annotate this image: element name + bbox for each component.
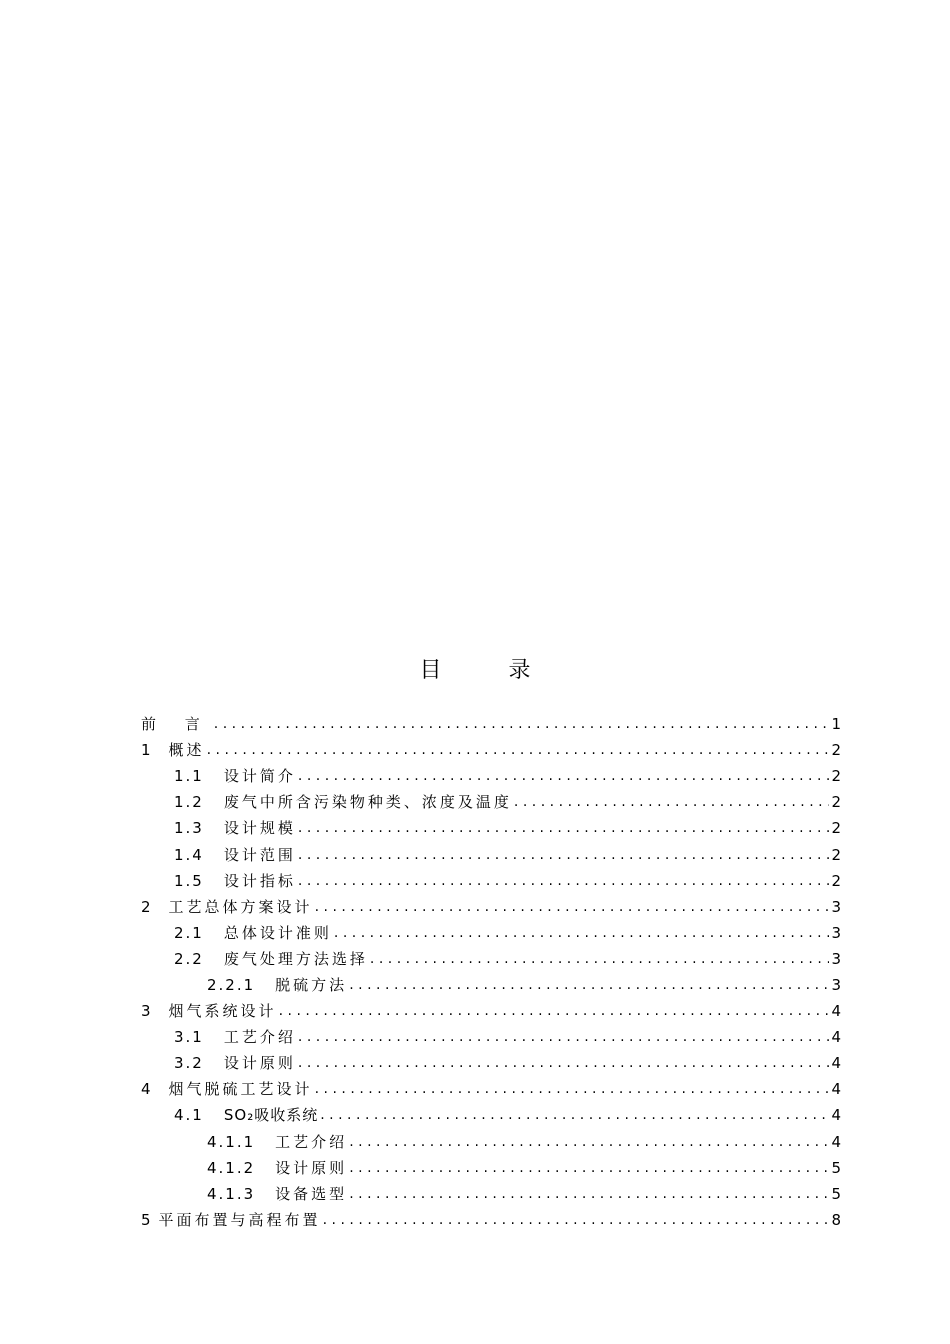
toc-entry-preface[interactable] — [141, 711, 841, 737]
toc-page-number: 2 — [831, 767, 841, 786]
toc-section-number: 1 — [141, 741, 153, 760]
toc-page-number: 2 — [831, 845, 841, 864]
toc-section-number: 2 — [141, 897, 153, 916]
toc-entry-3-2[interactable] — [141, 1050, 841, 1076]
toc-entry-1-4[interactable] — [141, 841, 841, 867]
toc-entry-text: 设计指标 — [223, 871, 296, 890]
toc-section-number: 3.1 — [174, 1028, 204, 1047]
toc-page-number: 3 — [831, 975, 841, 994]
toc-entry-text: 设计原则 — [275, 1158, 348, 1177]
toc-page-number: 4 — [831, 1054, 841, 1073]
toc-entry-1-1[interactable] — [141, 763, 841, 789]
toc-section-number: 4.1 — [174, 1106, 204, 1125]
toc-entry-text: 平面布置与高程布置 — [158, 1210, 321, 1229]
toc-entry-text: 脱硫方法 — [275, 975, 348, 994]
toc-dot-leader — [298, 842, 829, 868]
toc-entry-text: 设计规模 — [223, 819, 296, 838]
toc-entry-2[interactable] — [141, 894, 841, 920]
toc-entry-1-5[interactable] — [141, 868, 841, 894]
toc-section-number: 1.1 — [174, 767, 204, 786]
toc-dot-leader — [349, 1181, 829, 1207]
toc-page-number: 3 — [831, 897, 841, 916]
toc-dot-leader — [315, 1076, 829, 1102]
toc-section-number: 3.2 — [174, 1054, 204, 1073]
toc-page-number: 5 — [831, 1158, 841, 1177]
toc-dot-leader — [320, 1102, 829, 1128]
toc-entry-text: SO₂吸收系统 — [223, 1106, 319, 1125]
toc-entry-2-2-1[interactable] — [141, 972, 841, 998]
toc-entry-4-1-1[interactable] — [141, 1129, 841, 1155]
toc-section-number: 5 — [141, 1210, 153, 1229]
toc-entry-4-1-3[interactable] — [141, 1181, 841, 1207]
toc-section-number: 2.2.1 — [207, 975, 256, 994]
toc-section-number: 1.3 — [174, 819, 204, 838]
toc-entry-3-1[interactable] — [141, 1024, 841, 1050]
toc-dot-leader — [207, 737, 829, 763]
toc-page-number: 3 — [831, 923, 841, 942]
toc-page-number: 5 — [831, 1184, 841, 1203]
toc-entry-text: 废气处理方法选择 — [223, 949, 368, 968]
toc-dot-leader — [370, 946, 829, 972]
toc-section-number: 1.2 — [174, 793, 204, 812]
toc-dot-leader — [514, 789, 829, 815]
toc-dot-leader — [334, 920, 829, 946]
toc-section-number: 1.5 — [174, 871, 204, 890]
toc-dot-leader — [349, 1155, 829, 1181]
toc-page-number: 2 — [831, 871, 841, 890]
toc-entry-text: 废气中所含污染物种类、浓度及温度 — [223, 793, 512, 812]
toc-entry-5[interactable] — [141, 1207, 841, 1233]
toc-page-number: 3 — [831, 949, 841, 968]
toc-entry-text: 设计简介 — [223, 767, 296, 786]
toc-entry-4-1[interactable] — [141, 1102, 841, 1128]
toc-dot-leader — [214, 711, 829, 737]
toc-entry-1-2[interactable] — [141, 789, 841, 815]
toc-entry-4-1-2[interactable] — [141, 1155, 841, 1181]
toc-section-number: 4.1.3 — [207, 1184, 256, 1203]
toc-entry-text: 概述 — [168, 741, 205, 760]
toc-page-number: 2 — [831, 819, 841, 838]
toc-page-number: 4 — [831, 1106, 841, 1125]
toc-dot-leader — [349, 1129, 829, 1155]
toc-entry-text: 烟气脱硫工艺设计 — [168, 1080, 313, 1099]
toc-entry-text: 总体设计准则 — [223, 923, 332, 942]
toc-dot-leader — [298, 763, 829, 789]
toc-title: 目 录 — [419, 658, 561, 683]
toc-section-number: 3 — [141, 1002, 153, 1021]
toc-entry-1[interactable] — [141, 737, 841, 763]
toc-dot-leader — [315, 894, 829, 920]
toc-section-number: 4 — [141, 1080, 153, 1099]
toc-entry-4[interactable] — [141, 1076, 841, 1102]
toc-section-number: 1.4 — [174, 845, 204, 864]
toc-page-number: 4 — [831, 1002, 841, 1021]
toc-entry-text: 工艺总体方案设计 — [168, 897, 313, 916]
toc-dot-leader — [323, 1207, 829, 1233]
toc-page-number: 2 — [831, 741, 841, 760]
toc-entry-3[interactable] — [141, 998, 841, 1024]
toc-page-number: 2 — [831, 793, 841, 812]
toc-entry-text: 烟气系统设计 — [168, 1002, 277, 1021]
toc-entry-2-2[interactable] — [141, 946, 841, 972]
toc-entry-text: 设备选型 — [275, 1184, 348, 1203]
toc-page-number: 4 — [831, 1028, 841, 1047]
toc-entry-text: 前 言 — [141, 715, 212, 734]
toc-page-number: 4 — [831, 1080, 841, 1099]
toc-section-number: 2.1 — [174, 923, 204, 942]
toc-section-number: 4.1.2 — [207, 1158, 256, 1177]
toc-page-number: 4 — [831, 1132, 841, 1151]
toc-entry-text: 设计范围 — [223, 845, 296, 864]
toc-page-number: 1 — [831, 715, 841, 734]
toc-dot-leader — [279, 998, 829, 1024]
toc-entry-text: 设计原则 — [223, 1054, 296, 1073]
toc-section-number: 2.2 — [174, 949, 204, 968]
toc-entry-2-1[interactable] — [141, 920, 841, 946]
toc-page-number: 8 — [831, 1210, 841, 1229]
toc-dot-leader — [298, 815, 829, 841]
table-of-contents — [141, 711, 841, 1233]
toc-dot-leader — [298, 868, 829, 894]
toc-section-number: 4.1.1 — [207, 1132, 256, 1151]
toc-entry-text: 工艺介绍 — [223, 1028, 296, 1047]
toc-entry-1-3[interactable] — [141, 815, 841, 841]
toc-dot-leader — [349, 972, 829, 998]
toc-entry-text: 工艺介绍 — [275, 1132, 348, 1151]
toc-dot-leader — [298, 1024, 829, 1050]
toc-dot-leader — [298, 1050, 829, 1076]
